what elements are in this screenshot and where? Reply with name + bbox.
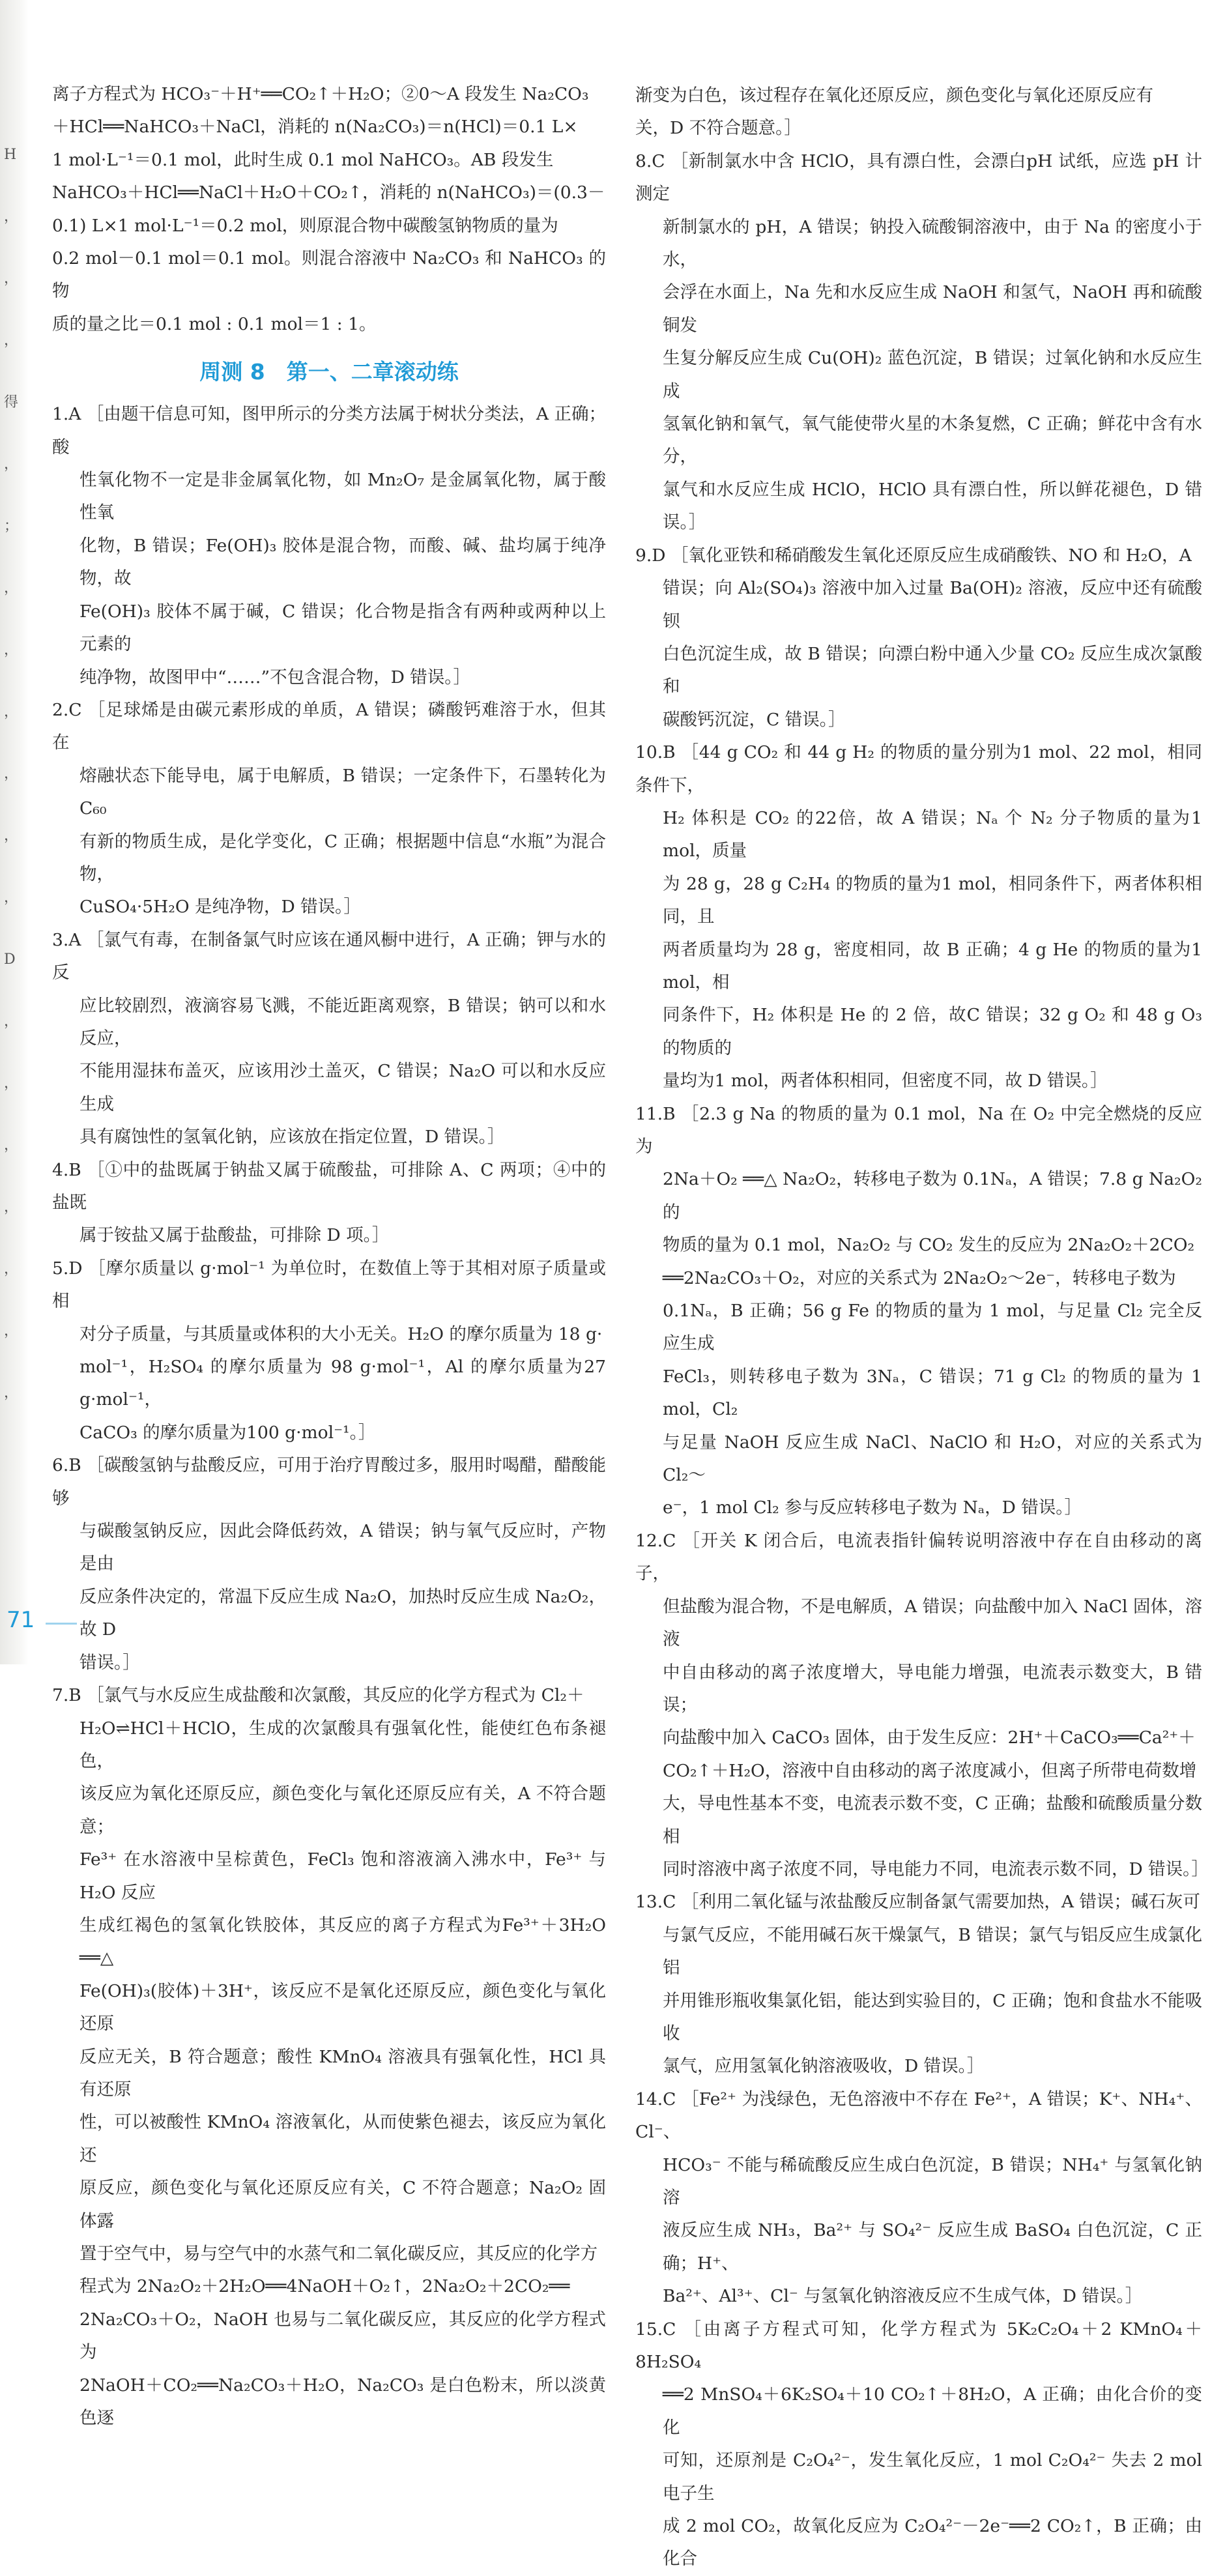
gutter-mark: ， [4,828,19,844]
text-line: 碳酸钙沉淀，C 错误。］ [663,709,846,730]
text-line: 可知，还原剂是 C₂O₄²⁻，发生氧化反应，1 mol C₂O₄²⁻ 失去 2 mol 电子生 [663,2450,1202,2504]
text-line: 7.B ［氯气与水反应生成盐酸和次氯酸，其反应的化学方程式为 Cl₂＋ [52,1685,584,1706]
left-answer-list [52,398,606,2435]
text-line: 0.1) L×1 mol·L⁻¹＝0.2 mol，则原混合物中碳酸氢钠物质的量为 [52,215,558,236]
text-line: 不能用湿抹布盖灭，应该用沙土盖灭，C 错误；Na₂O 可以和水反应生成 [79,1061,606,1114]
answer-item [635,1525,1209,1886]
gutter-mark: ， [4,1137,19,1153]
right-column [635,80,1209,2576]
text-line: 具有腐蚀性的氢氧化钠，应该放在指定位置，D 错误。］ [79,1127,505,1148]
text-line: 与氯气反应，不能用碱石灰干燥氯气，B 错误；氯气与铝反应生成氯化铝 [663,1924,1202,1978]
text-line: 关，D 不符合题意。］ [635,118,801,139]
text-line: 渐变为白色，该过程存在氧化还原反应，颜色变化与氧化还原反应有 [635,85,1153,106]
text-line: 错误；向 Al₂(SO₄)₃ 溶液中加入过量 Ba(OH)₂ 溶液，反应中还有硫酸钡 [663,578,1202,631]
text-line: 10.B ［44 g CO₂ 和 44 g H₂ 的物质的量分别为1 mol、22 mol，相同条件下， [635,742,1202,796]
text-line: Fe³⁺ 在水溶液中呈棕黄色，FeCl₃ 饱和溶液滴入沸水中，Fe³⁺ 与 H₂O 反应 [79,1849,606,1903]
text-line: 氢氧化钠和氧气，氧气能使带火星的木条复燃，C 正确；鲜花中含有水分， [663,414,1202,467]
text-line: 氯气和水反应生成 HClO，HClO 具有漂白性，所以鲜花褪色，D 错误。］ [663,479,1202,533]
text-line: 并用锥形瓶收集氯化铝，能达到实验目的，C 正确；饱和食盐水不能吸收 [663,1990,1202,2044]
text-line: 为 28 g，28 g C₂H₄ 的物质的量为1 mol，相同条件下，两者体积相同，且 [663,873,1202,927]
text-line: 中自由移动的离子浓度增大，导电能力增强，电流表示数变大，B 错误； [663,1662,1202,1715]
text-line: 反应无关，B 符合题意；酸性 KMnO₄ 溶液具有强氧化性，HCl 具有还原 [79,2046,606,2100]
gutter-mark: ， [4,704,19,720]
text-line: 对分子质量，与其质量或体积的大小无关。H₂O 的摩尔质量为 18 g· [79,1324,603,1344]
text-line: ＋HCl══NaHCO₃＋NaCl，消耗的 n(Na₂CO₃)＝n(HCl)＝0.1 L× [52,117,578,137]
gutter-mark: ， [4,270,19,287]
text-line: 6.B ［碳酸氢钠与盐酸反应，可用于治疗胃酸过多，服用时喝醋，醋酸能够 [52,1455,606,1509]
text-line: 1.A ［由题干信息可知，图甲所示的分类方法属于树状分类法，A 正确；酸 [52,404,606,457]
text-line: 0.2 mol－0.1 mol＝0.1 mol。则混合溶液中 Na₂CO₃ 和 NaHCO₃ 的物 [52,248,606,302]
answer-item [52,924,606,1154]
text-line: 熔融状态下能导电，属于电解质，B 错误；一定条件下，石墨转化为 C₆₀ [79,765,606,819]
text-line: 程式为 2Na₂O₂＋2H₂O══4NaOH＋O₂↑，2Na₂O₂＋2CO₂══ [79,2276,570,2297]
text-line: 性，可以被酸性 KMnO₄ 溶液氧化，从而使紫色褪去，该反应为氧化还 [79,2112,606,2165]
answer-item [52,1252,606,1449]
text-line: 两者质量均为 28 g，密度相同，故 B 正确；4 g He 的物质的量为1 mol，相 [663,939,1202,992]
text-line: 2Na＋O₂ ══△ Na₂O₂，转移电子数为 0.1Nₐ，A 错误；7.8 g Na₂O₂ 的 [663,1169,1202,1223]
text-line: CaCO₃ 的摩尔质量为100 g·mol⁻¹。］ [79,1422,376,1443]
text-line: 生复分解反应生成 Cu(OH)₂ 蓝色沉淀，B 错误；过氧化钠和水反应生成 [663,348,1202,401]
text-line: 0.1Nₐ，B 正确；56 g Fe 的物质的量为 1 mol，与足量 Cl₂ 完全反应生成 [663,1301,1202,1354]
text-line: ══2 MnSO₄＋6K₂SO₄＋10 CO₂↑＋8H₂O，A 正确；由化合价的变化 [663,2384,1202,2438]
text-line: 14.C ［Fe²⁺ 为浅绿色，无色溶液中不存在 Fe²⁺，A 错误；K⁺、NH₄⁺、Cl⁻、 [635,2089,1202,2143]
answer-item [52,1679,606,2435]
text-line: 同条件下，H₂ 体积是 He 的 2 倍，故C 错误；32 g O₂ 和 48 g O₃ 的物质的 [663,1005,1202,1058]
text-line: 3.A ［氯气有毒，在制备氯气时应该在通风橱中进行，A 正确；钾与水的反 [52,929,606,983]
text-line: H₂O⇌HCl＋HClO，生成的次氯酸具有强氧化性，能使红色布条褪色， [79,1718,606,1771]
text-line: 错误。］ [79,1652,140,1673]
text-line: 但盐酸为混合物，不是电解质，A 错误；向盐酸中加入 NaCl 固体，溶液 [663,1596,1202,1650]
answer-item [52,694,606,924]
binding-gutter [0,0,29,1664]
text-line: 11.B ［2.3 g Na 的物质的量为 0.1 mol，Na 在 O₂ 中完全燃烧的反应为 [635,1103,1202,1157]
gutter-mark: H [4,147,17,163]
answer-item [635,540,1202,736]
text-line: 量均为1 mol，两者体积相同，但密度不同，故 D 错误。］ [663,1071,1108,1092]
page-number: 71 [7,1607,35,1633]
text-line: 性氧化物不一定是非金属氧化物，如 Mn₂O₇ 是金属氧化物，属于酸性氧 [79,470,606,523]
text-line: 化物，B 错误；Fe(OH)₃ 胶体是混合物，而酸、碱、盐均属于纯净物，故 [79,535,606,589]
text-line: CuSO₄·5H₂O 是纯净物，D 错误。］ [79,897,361,918]
gutter-mark: 得 [4,394,19,411]
text-line: 离子方程式为 HCO₃⁻＋H⁺══CO₂↑＋H₂O；②0～A 段发生 Na₂CO₃ [52,84,589,104]
gutter-mark: ， [4,332,19,349]
text-line: FeCl₃，则转移电子数为 3Nₐ，C 错误；71 g Cl₂ 的物质的量为 1 mol，Cl₂ [663,1366,1202,1420]
gutter-mark: ， [4,580,19,596]
text-line: 成 2 mol CO₂，故氧化反应为 C₂O₄²⁻－2e⁻══2 CO₂↑，B 正确；由化合 [663,2516,1202,2569]
answer-item [635,1098,1202,1525]
text-line: 该反应为氧化还原反应，颜色变化与氧化还原反应有关，A 不符合题意； [79,1784,606,1837]
text-line: 液反应生成 NH₃，Ba²⁺ 与 SO₄²⁻ 反应生成 BaSO₄ 白色沉淀，C 正确；H⁺、 [663,2220,1202,2274]
text-line: 新制氯水的 pH，A 错误；钠投入硫酸铜溶液中，由于 Na 的密度小于水， [663,216,1202,270]
gutter-mark: ， [4,1261,19,1277]
section-title: 周测 8 第一、二章滚动练 [199,359,459,385]
text-line: 有新的物质生成，是化学变化，C 正确；根据题中信息“水瓶”为混合物， [79,831,606,884]
answer-item [52,398,606,694]
text-line: Fe(OH)₃(胶体)＋3H⁺，该反应不是氧化还原反应，颜色变化与氧化还原 [79,1980,606,2034]
gutter-marks [4,124,18,1424]
text-line: 大，导电性基本不变，电流表示数不变，C 正确；盐酸和硫酸质量分数相 [663,1793,1202,1847]
text-line: Ba²⁺、Al³⁺、Cl⁻ 与氢氧化钠溶液反应不生成气体，D 错误。］ [663,2286,1143,2307]
answer-item [635,1886,1202,2083]
text-line: HCO₃⁻ 不能与稀硫酸反应生成白色沉淀，B 错误；NH₄⁺ 与氢氧化钠溶 [663,2154,1202,2208]
text-line: 5.D ［摩尔质量以 g·mol⁻¹ 为单位时，在数值上等于其相对原子质量或相 [52,1258,606,1312]
text-line: 2NaOH＋CO₂══Na₂CO₃＋H₂O，Na₂CO₃ 是白色粉末，所以淡黄色逐 [79,2375,606,2429]
text-line: 8.C ［新制氯水中含 HClO，具有漂白性，会漂白pH 试纸，应选 pH 计测定 [635,151,1202,205]
text-line: 与碳酸氢钠反应，因此会降低药效，A 错误；钠与氧气反应时，产物是由 [79,1521,606,1574]
gutter-mark: ， [4,642,19,658]
text-line: 属于铵盐又属于盐酸盐，可排除 D 项。］ [79,1225,390,1246]
text-line: 物质的量为 0.1 mol，Na₂O₂ 与 CO₂ 发生的反应为 2Na₂O₂＋2CO₂ [663,1235,1195,1256]
text-line: 质的量之比＝0.1 mol : 0.1 mol＝1 : 1。 [52,313,377,334]
gutter-mark: ， [4,1323,19,1339]
text-line: 氯气，应用氢氧化钠溶液吸收，D 错误。］ [663,2056,985,2077]
left-column [52,78,606,2435]
text-line: 置于空气中，易与空气中的水蒸气和二氧化碳反应，其反应的化学方 [79,2244,598,2264]
text-line: 原反应，颜色变化与氧化还原反应有关，C 不符合题意；Na₂O₂ 固体露 [79,2178,606,2231]
answer-item [635,2313,1202,2576]
gutter-mark: ； [4,518,19,534]
answer-item [52,1449,606,1679]
text-line: 9.D ［氧化亚铁和稀硝酸发生氧化还原反应生成硝酸铁、NO 和 H₂O，A [635,545,1192,566]
gutter-mark: D [4,951,16,968]
text-line: 反应条件决定的，常温下反应生成 Na₂O，加热时反应生成 Na₂O₂，故 D [79,1586,606,1640]
gutter-mark: ， [4,1385,19,1401]
text-line: 与足量 NaOH 反应生成 NaCl、NaClO 和 H₂O，对应的关系式为 Cl₂～ [663,1432,1202,1486]
gutter-mark: ， [4,1013,19,1030]
gutter-mark: ， [4,890,19,906]
text-line: 13.C ［利用二氧化锰与浓盐酸反应制备氯气需要加热，A 错误；碱石灰可 [635,1892,1200,1913]
text-line: 4.B ［①中的盐既属于钠盐又属于硫酸盐，可排除 A、C 两项；④中的盐既 [52,1159,606,1213]
text-line: 纯净物，故图甲中“……”不包含混合物，D 错误。］ [79,667,471,687]
text-line: CO₂↑＋H₂O，溶液中自由移动的离子浓度减小，但离子所带电荷数增 [663,1760,1197,1781]
text-line: H₂ 体积是 CO₂ 的22倍，故 A 错误；Nₐ 个 N₂ 分子物质的量为1 mol，质量 [663,807,1202,861]
text-line: 应比较剧烈，液滴容易飞溅，不能近距离观察，B 错误；钠可以和水反应， [79,995,606,1049]
gutter-mark: ， [4,209,19,225]
text-line: e⁻，1 mol Cl₂ 参与反应转移电子数为 Nₐ，D 错误。］ [663,1498,1082,1518]
page-number-rule [46,1623,77,1625]
left-continuation [52,78,606,341]
text-line: Fe(OH)₃ 胶体不属于碱，C 错误；化合物是指含有两种或两种以上元素的 [79,601,606,655]
right-answer-list [635,145,1209,2576]
answer-item [635,736,1202,1097]
right-continuation [635,80,1202,145]
text-line: 1 mol·L⁻¹＝0.1 mol，此时生成 0.1 mol NaHCO₃。AB 段发生 [52,149,554,170]
text-line: mol⁻¹，H₂SO₄ 的摩尔质量为 98 g·mol⁻¹，Al 的摩尔质量为27 g·mol⁻¹， [79,1357,606,1410]
text-line: 2Na₂CO₃＋O₂，NaOH 也易与二氧化碳反应，其反应的化学方程式为 [79,2309,606,2363]
gutter-mark: ， [4,456,19,472]
text-line: 同时溶液中离子浓度不同，导电能力不同，电流表示数不同，D 错误。］ [663,1859,1209,1879]
text-line: 12.C ［开关 K 闭合后，电流表指针偏转说明溶液中存在自由移动的离子， [635,1530,1202,1584]
gutter-mark: ， [4,766,19,782]
text-line: NaHCO₃＋HCl══NaCl＋H₂O＋CO₂↑，消耗的 n(NaHCO₃)＝(0.3－ [52,182,605,203]
text-line: 15.C ［由离子方程式可知，化学方程式为 5K₂C₂O₄＋2 KMnO₄＋8H₂SO₄ [635,2319,1202,2373]
text-line: ══2Na₂CO₃＋O₂，对应的关系式为 2Na₂O₂～2e⁻，转移电子数为 [663,1267,1176,1288]
text-line: 向盐酸中加入 CaCO₃ 固体，由于发生反应：2H⁺＋CaCO₃══Ca²⁺＋ [663,1728,1196,1748]
gutter-mark: ， [4,1199,19,1215]
text-line: 2.C ［足球烯是由碳元素形成的单质，A 错误；磷酸钙难溶于水，但其在 [52,699,606,753]
text-line: 生成红褐色的氢氧化铁胶体，其反应的离子方程式为Fe³⁺＋3H₂O ══△ [79,1915,606,1969]
answer-item [52,1154,606,1252]
answer-item [635,2083,1202,2313]
answer-item [635,145,1202,540]
text-line: 白色沉淀生成，故 B 错误；向漂白粉中通入少量 CO₂ 反应生成次氯酸和 [663,643,1202,697]
gutter-mark: ， [4,1075,19,1092]
text-line: 会浮在水面上，Na 先和水反应生成 NaOH 和氢气，NaOH 再和硫酸铜发 [663,282,1202,336]
